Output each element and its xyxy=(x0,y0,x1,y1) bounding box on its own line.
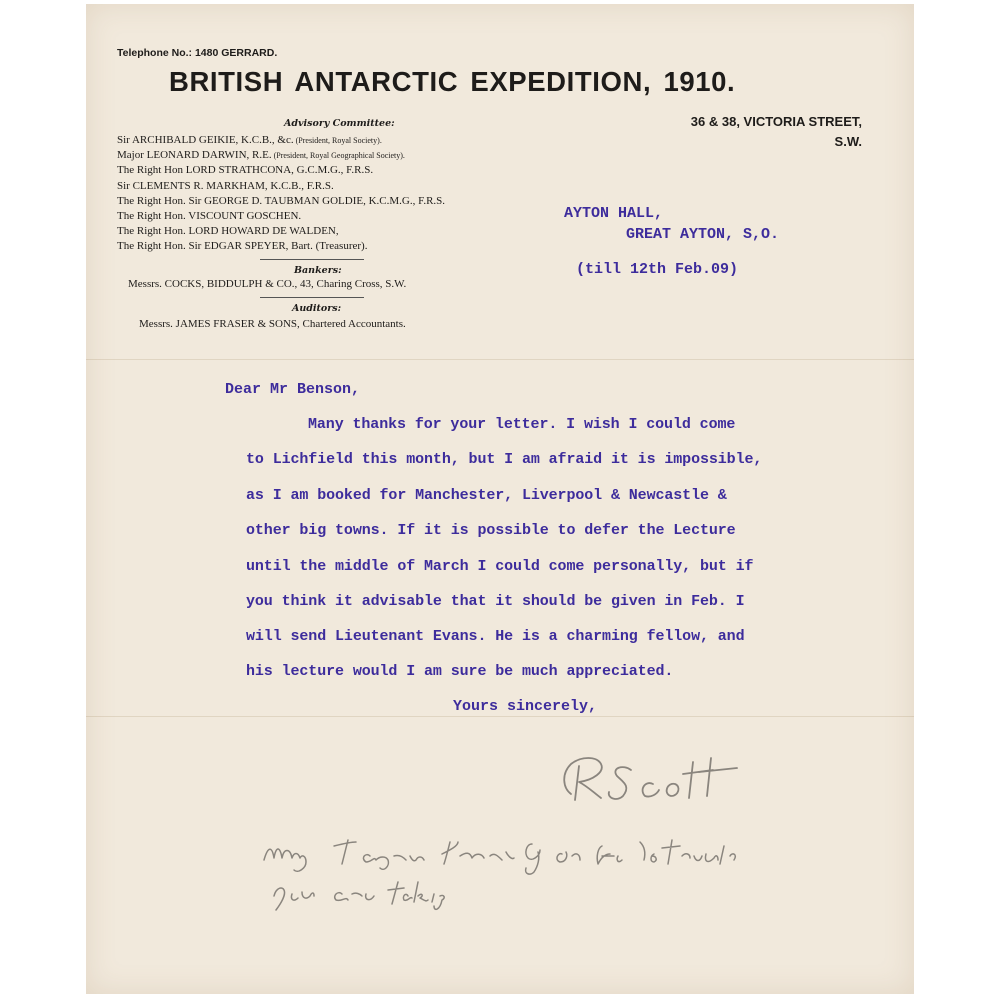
salutation: Dear Mr Benson, xyxy=(225,381,361,398)
committee-member: The Right Hon. Sir GEORGE D. TAUBMAN GOLDIE, K.C.M.G., F.R.S. xyxy=(117,194,446,207)
letter-sheet xyxy=(86,4,914,994)
committee-member: The Right Hon LORD STRATHCONA, G.C.M.G., F.R.S. xyxy=(117,164,374,177)
office-address xyxy=(691,112,862,152)
signature-image xyxy=(553,748,753,812)
bankers-heading: Bankers: xyxy=(294,265,342,276)
body-line: until the middle of March I could come personally, but if xyxy=(246,558,754,575)
committee-member: Sir ARCHIBALD GEIKIE, K.C.B., &c. (President, Royal Society). xyxy=(117,134,382,146)
advisory-committee-list xyxy=(117,133,445,255)
auditors-line: Messrs. JAMES FRASER & SONS, Chartered Accountants. xyxy=(139,318,406,330)
divider-rule xyxy=(260,297,364,298)
body-line: other big towns. If it is possible to defer the Lecture xyxy=(246,522,736,539)
advisory-committee-heading: Advisory Committee: xyxy=(284,118,395,129)
committee-member: The Right Hon. Sir EDGAR SPEYER, Bart. (Treasurer). xyxy=(117,240,368,253)
fold-line xyxy=(86,716,914,717)
address-line: S.W. xyxy=(834,134,862,149)
divider-rule xyxy=(260,259,364,260)
address-line: 36 & 38, VICTORIA STREET, xyxy=(690,114,862,129)
body-line: his lecture would I am sure be much appreciated. xyxy=(246,663,674,680)
committee-member: Major LEONARD DARWIN, R.E. (President, Royal Geographical Society). xyxy=(117,149,405,162)
body-line: will send Lieutenant Evans. He is a charming fellow, and xyxy=(246,628,745,645)
bankers-line: Messrs. COCKS, BIDDULPH & CO., 43, Charing Cross, S.W. xyxy=(128,278,407,290)
body-line: to Lichfield this month, but I am afraid it is impossible, xyxy=(246,451,763,468)
sender-address-date: (till 12th Feb.09) xyxy=(576,261,739,278)
closing: Yours sincerely, xyxy=(453,698,598,715)
body-line: as I am booked for Manchester, Liverpool & Newcastle & xyxy=(246,487,727,504)
auditors-heading: Auditors: xyxy=(292,303,342,314)
body-line: Many thanks for your letter. I wish I could come xyxy=(308,416,736,433)
handwritten-note-image xyxy=(262,816,762,916)
fold-line xyxy=(86,359,914,360)
committee-member: The Right Hon. LORD HOWARD DE WALDEN, xyxy=(117,225,339,238)
telephone-number: Telephone No.: 1480 GERRARD. xyxy=(117,47,278,59)
body-line: you think it advisable that it should be given in Feb. I xyxy=(246,593,745,610)
sender-address-line: AYTON HALL, xyxy=(564,205,664,222)
expedition-title: BRITISH ANTARCTIC EXPEDITION, 1910. xyxy=(169,66,736,97)
sender-address-line: GREAT AYTON, S,O. xyxy=(626,226,780,243)
committee-member: Sir CLEMENTS R. MARKHAM, K.C.B., F.R.S. xyxy=(117,179,334,192)
committee-member: The Right Hon. VISCOUNT GOSCHEN. xyxy=(117,210,302,223)
